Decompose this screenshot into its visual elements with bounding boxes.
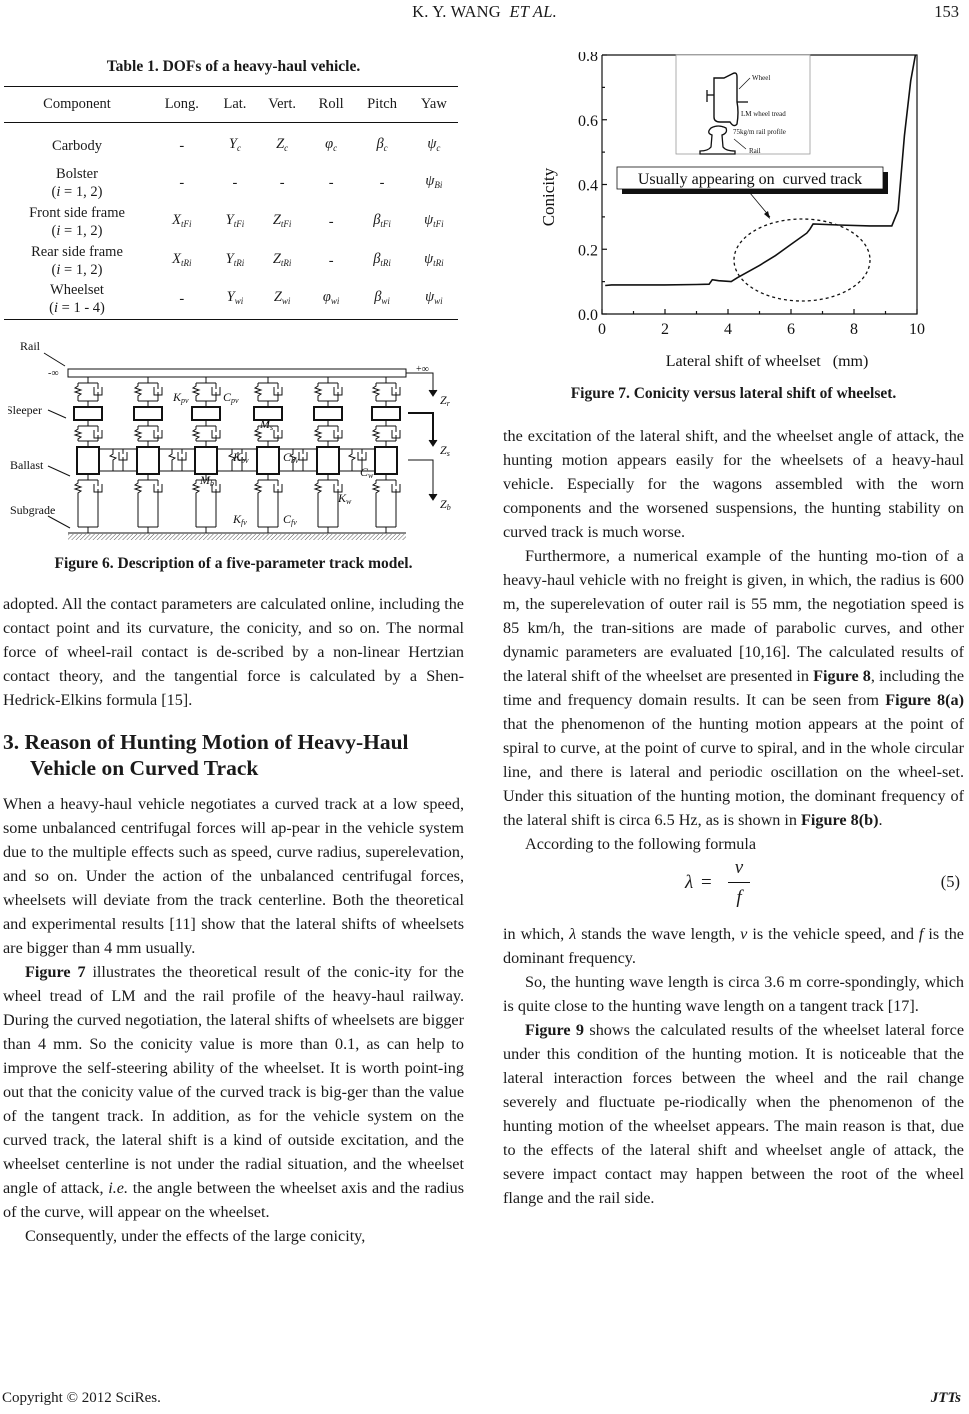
y-tick-label: 0.4: [578, 177, 598, 195]
paragraph-formula-explanation: [503, 922, 964, 970]
x-tick-label: 4: [724, 321, 732, 338]
paragraph-numerical-example: [503, 544, 964, 832]
column-header: Pitch: [354, 87, 409, 123]
component-cell: Front side frame (i = 1, 2): [29, 204, 125, 239]
dof-cell: $\beta_{tFi}$: [373, 211, 391, 229]
dof-cell: -: [232, 174, 238, 191]
dof-table: [4, 86, 458, 320]
table-row: [4, 163, 458, 202]
text-run: that the phenomenon of the hunting motion appears at the point of spiral to curve, at the point of curve to spiral, and in the whole circular line, and there is lateral and periodic oscillation on the wheel-set. Under this situation of the hunting motion, the dominant frequency of the lateral shift is circa 6.5 Hz, as is shown in: [503, 715, 964, 829]
component-cell: Carbody: [52, 138, 102, 154]
text-run: is the vehicle speed, and: [747, 925, 919, 943]
label-minus-infinity: -∞: [48, 368, 59, 379]
figure-6-caption: Figure 6. Description of a five-parameter track model.: [54, 555, 413, 572]
text-run: Furthermore, a numerical example of the hunting mo-tion of a heavy-haul vehicle with no freight is given, in which, the radius is 600 m, the superelevation of outer rail is 55 mm, the negotiation speed is 85 km/h, the tran-sitions are made of parabolic curves, and other dynamic parameters are evaluated [10,16]. The calculated results of the lateral shift of the wheelset are presented in: [503, 547, 964, 685]
y-tick-label: 0.2: [578, 242, 598, 260]
paragraph-formula-intro: According to the following formula: [525, 835, 757, 853]
paragraph-figure9: [503, 1018, 964, 1210]
figure-reference: Figure 8: [813, 667, 871, 685]
column-header: Component: [4, 87, 150, 123]
figure-7-caption: Figure 7. Conicity versus lateral shift of wheelset.: [570, 385, 897, 402]
dof-cell: $Z_{wi}$: [256, 280, 308, 319]
section-3-heading: [3, 729, 464, 781]
equation-equals: =: [701, 872, 712, 893]
dof-cell: $\psi_{tRi}$: [424, 250, 444, 268]
label-k-fv: Kfv: [233, 512, 247, 527]
right-column-body: [503, 424, 964, 1210]
y-tick-label: 0.0: [578, 307, 598, 324]
dof-cell: $\varphi_{wi}$: [308, 280, 354, 319]
dof-cell: -: [328, 252, 334, 269]
dof-cell: $Z_c$: [276, 136, 289, 153]
dof-cell: -: [328, 174, 334, 191]
paragraph-intro: adopted. All the contact parameters are calculated online, including the contact point and its curvature, the conicity, and so on. The normal force of wheel-rail contact is de-scribed by a non-linear Hertzian contact theory, and the tangential force is calculated by a Shen-Hedrick-Elkins formula [15].: [3, 595, 464, 709]
dof-cell: -: [379, 174, 385, 191]
inset-label-rail-profile: 75kg/m rail profile: [733, 128, 786, 136]
y-tick-label: 0.8: [578, 52, 598, 65]
dof-cell: $Y_{wi}$: [214, 280, 257, 319]
x-tick-label: 10: [909, 321, 925, 338]
text-run: stands the wave length,: [576, 925, 741, 943]
label-c-w: Cw: [360, 465, 374, 480]
table-row: [4, 241, 458, 280]
column-header: Roll: [308, 87, 354, 123]
dof-cell: $\beta_{tRi}$: [373, 250, 391, 268]
figure-reference: Figure 8(a): [885, 691, 965, 709]
dof-cell: $Z_{tRi}$: [272, 250, 292, 268]
label-z-b: Zb: [440, 497, 451, 512]
annotation-label: Usually appearing on curved track: [637, 171, 863, 188]
figure-7-conicity-chart: [540, 52, 960, 372]
label-ballast: Ballast: [10, 458, 44, 472]
label-c-fv: Cfv: [283, 512, 297, 527]
label-k-bv: Kbv: [233, 450, 249, 465]
paragraph-section3-1: When a heavy-haul vehicle negotiates a curved track at a low speed, some unbalanced centrifugal forces will ap-pear in the vehicle system due to the multiple effects such as speed, curve radius, superelevation, and so on. Under the action of the unbalanced centrifugal forces, wheelsets will deviate from the track centerline. Both the theoretical and experimental results [11] show that the lateral shifts of wheelsets are bigger than 4 mm usually.: [3, 795, 464, 957]
figure-reference: Figure 9: [525, 1021, 585, 1039]
wheel-rail-inset: [676, 55, 810, 155]
dof-cell: -: [179, 174, 185, 191]
dof-cell: -: [279, 174, 285, 191]
component-cell: Bolster (i = 1, 2): [51, 165, 103, 200]
running-head: [0, 2, 969, 26]
equation-lhs: λ: [685, 872, 694, 893]
label-plus-infinity: +∞: [416, 364, 429, 375]
x-tick-label: 8: [850, 321, 858, 338]
component-cell: Wheelset (i = 1 - 4): [4, 280, 150, 319]
track-model-diagram: [8, 336, 464, 546]
column-header: Yaw: [410, 87, 458, 123]
text-run-italic: i.e.: [108, 1179, 129, 1197]
page-number: 153: [934, 2, 959, 21]
label-k-pv: Kpv: [173, 390, 189, 405]
text-run: illustrates the theoretical result of the conic-ity for the wheel tread of LM and the rail profile of the heavy-haul railway. During the curved negotiation, the lateral shifts of wheelsets are bigger than 4 mm. So the conicity value is more than 0.1, as can help to improve the self-steering ability of the wheelset. It is worth point-ing out that the conicity value of the curved track is big-ger than the value of the tangent track. In addition, as for the vehicle system on the curved track, the lateral shift is a kind of outside excitation, and the wheelset centerline is not under the radial situation, and the wheelset angle of attack,: [3, 963, 464, 1197]
figure-6-track-model: [8, 336, 464, 546]
fraction-denominator: f: [736, 887, 742, 908]
text-run: , including the time and frequency domain results. It can be seen from: [503, 667, 964, 709]
y-tick-label: 0.6: [578, 112, 598, 130]
label-z-s: Zs: [440, 443, 450, 458]
equation-5: [503, 856, 964, 916]
inset-label-rail: Rail: [749, 147, 761, 155]
dof-cell: $X_{tRi}$: [172, 250, 192, 268]
component-cell: Rear side frame (i = 1, 2): [31, 243, 123, 278]
label-k-w: Kw: [338, 491, 352, 506]
dof-cell: $\psi_c$: [427, 136, 441, 153]
copyright-notice: Copyright © 2012 SciRes.: [2, 1390, 161, 1406]
figure-reference: Figure 7: [25, 963, 86, 981]
conicity-chart: [540, 52, 960, 372]
text-run: in which,: [503, 925, 570, 943]
label-rail: Rail: [20, 339, 40, 353]
table-row: [4, 280, 458, 319]
left-column-body: [3, 592, 464, 1248]
dof-cell: $Y_{tFi}$: [225, 211, 245, 229]
label-m-b: Mb: [200, 473, 214, 488]
equation-number: (5): [940, 872, 960, 891]
dof-cell: $Y_c$: [228, 136, 241, 153]
dof-cell: $\psi_{tFi}$: [424, 211, 444, 229]
authors-names: K. Y. WANG: [412, 2, 501, 21]
table-caption: Table 1. DOFs of a heavy-haul vehicle.: [106, 58, 361, 75]
table-header-row: [4, 87, 458, 123]
paragraph-consequently: Consequently, under the effects of the large conicity,: [25, 1227, 366, 1245]
figure-reference: Figure 8(b): [801, 811, 879, 829]
text-run: the angle between the wheelset axis and the radius of the curve, will appear on the wheelset.: [3, 1179, 465, 1221]
inset-label-tread: LM wheel tread: [741, 110, 786, 118]
x-tick-label: 0: [598, 321, 606, 338]
dof-cell: $\beta_c$: [376, 136, 388, 153]
dof-cell: $Z_{tFi}$: [272, 211, 292, 229]
inset-label-wheel: Wheel: [752, 74, 771, 82]
dof-cell: -: [179, 138, 185, 154]
y-axis-label: Conicity: [540, 167, 558, 227]
label-m-s: Ms: [260, 417, 274, 432]
dof-cell: $X_{tFi}$: [172, 211, 192, 229]
table-row: [4, 123, 458, 164]
label-c-pv: Cpv: [223, 390, 239, 405]
x-tick-label: 6: [787, 321, 795, 338]
column-header: Vert.: [256, 87, 308, 123]
journal-name: JTTs: [930, 1390, 961, 1406]
heading-line-2: Vehicle on Curved Track: [30, 756, 259, 780]
equation-fraction: [728, 856, 750, 913]
dof-cell: $Y_{tRi}$: [225, 250, 245, 268]
symbol-lambda: λ: [569, 925, 577, 943]
paragraph-wave-length: So, the hunting wave length is circa 3.6 m corre-spondingly, which is quite close to the hunting wave length on a tangent track [17].: [503, 973, 964, 1015]
running-head-authors: [0, 2, 969, 22]
dof-cell: -: [150, 280, 214, 319]
text-run: shows the calculated results of the wheelset lateral force under this condition of the hunting motion. It is noticeable that the lateral interaction forces between the wheel and the rail change severely and fluctuate pe-riodically when the phenomenon of the hunting motion of the wheelset appears. The main reason is that, due to the effects of the lateral shift and wheelset angle of attack, the severe impact contact may happen between the root of the wheel flange and the rail side.: [503, 1021, 965, 1207]
dof-cell: $\varphi_c$: [325, 136, 338, 153]
paragraph-figure7-discussion: [3, 960, 464, 1224]
symbol-f: f: [918, 925, 924, 943]
column-header: Lat.: [214, 87, 257, 123]
et-al: ET AL.: [509, 2, 557, 21]
x-tick-label: 2: [661, 321, 669, 338]
column-header: Long.: [150, 87, 214, 123]
symbol-v: v: [740, 925, 748, 943]
x-axis-label: Lateral shift of wheelset (mm): [665, 353, 869, 370]
curved-track-region: [734, 219, 870, 301]
label-subgrade: Subgrade: [10, 503, 56, 517]
table-row: [4, 202, 458, 241]
label-z-r: Zr: [440, 393, 450, 408]
text-run: is the dominant frequency.: [503, 925, 964, 967]
heading-line-1: 3. Reason of Hunting Motion of Heavy-Haul: [3, 730, 409, 754]
paragraph-continuation: the excitation of the lateral shift, and the wheelset angle of attack, the hunting motion appears easily for the wheelsets of a heavy-haul vehicle. Especially for the wagons assembled with the worn components and the worsened suspensions, the hunting stability on curved track is much worse.: [503, 427, 964, 541]
dof-cell: -: [328, 213, 334, 230]
label-sleeper: Sleeper: [8, 403, 42, 417]
fraction-numerator: v: [728, 856, 750, 883]
dof-cell: $\psi_{wi}$: [410, 280, 458, 319]
label-c-bv: Cbv: [283, 450, 299, 465]
table-body: [4, 123, 458, 320]
dof-cell: $\psi_{Bi}$: [425, 172, 443, 190]
dof-cell: $\beta_{wi}$: [354, 280, 409, 319]
text-run: .: [878, 811, 883, 829]
